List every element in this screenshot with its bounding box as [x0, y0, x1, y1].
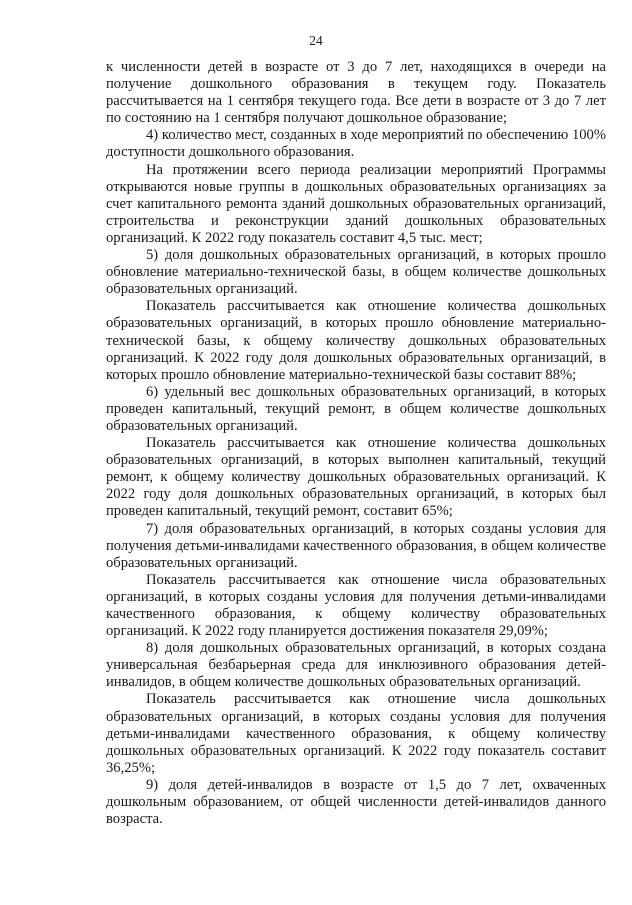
paragraph-7: Показатель рассчитывается как отношение количества дошкольных образовательных организаций, в которых выполнен капитальный, текущий ремонт, к общему количеству дошкольных образовательных организаций. К 2022 году доля дошкольных образовательных организаций, в которых был проведен капитальный, текущий ремонт, составит 65%; [106, 435, 606, 520]
paragraph-10: 8) доля дошкольных образовательных организаций, в которых создана универсальная безбарьерная среда для инклюзивного образования детей-инвалидов, в общем количестве дошкольных образовательных организаций. [106, 640, 606, 691]
paragraph-3: На протяжении всего периода реализации мероприятий Программы открываются новые группы в дошкольных образовательных организациях за счет капитального ремонта зданий дошкольных образовательных организаций, строительства и реконструкции зданий дошкольных образовательных организаций. К 2022 году показатель составит 4,5 тыс. мест; [106, 161, 606, 246]
paragraph-4: 5) доля дошкольных образовательных организаций, в которых прошло обновление материально-технической базы, в общем количестве дошкольных образовательных организаций. [106, 247, 606, 298]
paragraph-5: Показатель рассчитывается как отношение количества дошкольных образовательных организаций, в которых прошло обновление материально-технической базы, к общему количеству дошкольных образовательных организаций. К 2022 году доля дошкольных образовательных организаций, в которых прошло обновление материально-технической базы составит 88%; [106, 298, 606, 383]
document-body [106, 59, 606, 828]
paragraph-11: Показатель рассчитывается как отношение числа дошкольных образовательных организаций, в которых созданы условия для получения детьми-инвалидами качественного образования, к общему количеству дошкольных образовательных организаций. К 2022 году показатель составит 36,25%; [106, 691, 606, 776]
paragraph-12: 9) доля детей-инвалидов в возрасте от 1,5 до 7 лет, охваченных дошкольным образованием, от общей численности детей-инвалидов данного возраста. [106, 776, 606, 828]
page-number: 24 [309, 33, 323, 48]
paragraph-2: 4) количество мест, созданных в ходе мероприятий по обеспечению 100% доступности дошкольного образования. [106, 127, 606, 161]
paragraph-9: Показатель рассчитывается как отношение числа образовательных организаций, в которых созданы условия для получения детьми-инвалидами качественного образования, к общему количеству образовательных организаций. К 2022 году планируется достижения показателя 29,09%; [106, 571, 606, 640]
paragraph-6: 6) удельный вес дошкольных образовательных организаций, в которых проведен капитальный, текущий ремонт, в общем количестве дошкольных образовательных организаций. [106, 383, 606, 434]
paragraph-1: к численности детей в возрасте от 3 до 7 лет, находящихся в очереди на получение дошкольного образования в текущем году. Показатель рассчитывается на 1 сентября текущего года. Все дети в возрасте от 3 до 7 лет по состоянию на 1 сентября получают дошкольное образование; [106, 59, 606, 127]
paragraph-8: 7) доля образовательных организаций, в которых созданы условия для получения детьми-инвалидами качественного образования, в общем количестве образовательных организаций. [106, 520, 606, 571]
